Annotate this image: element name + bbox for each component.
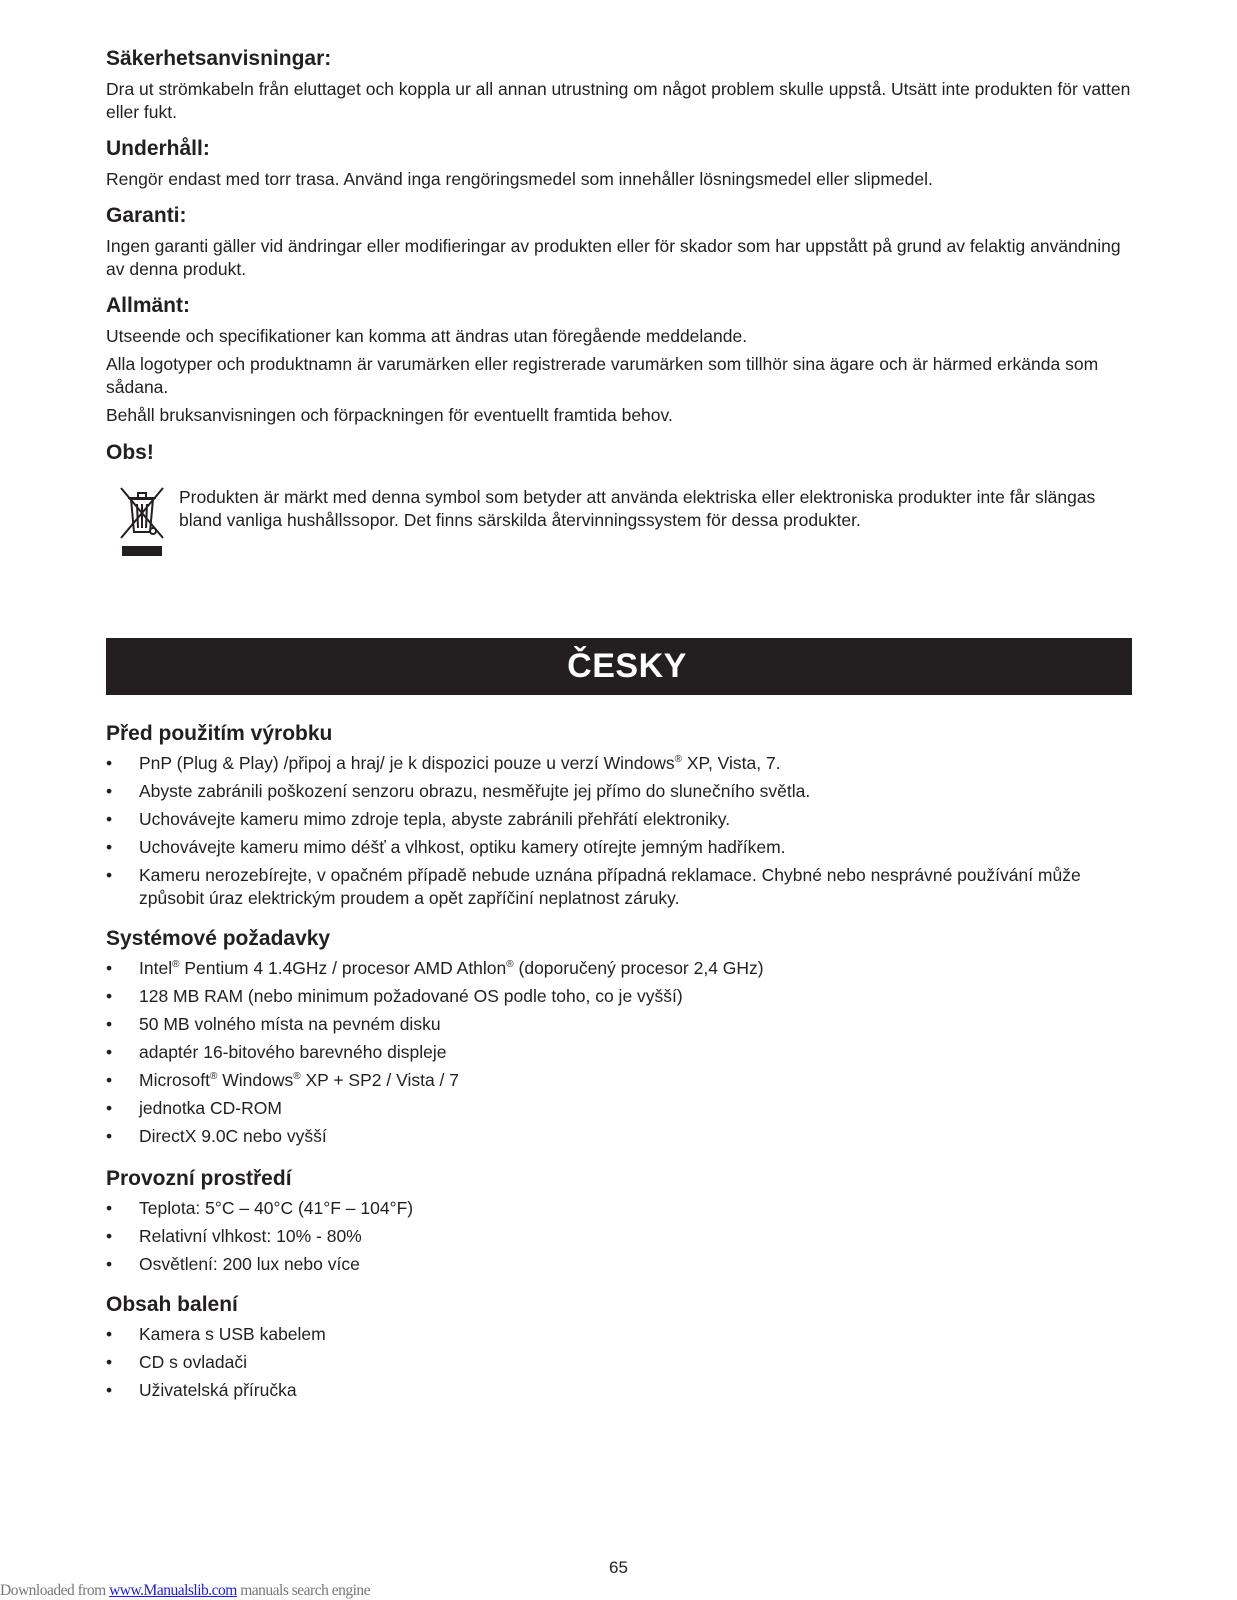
text-maintenance: Rengör endast med torr trasa. Använd inga rengöringsmedel som innehåller lösningsmedel eller slipmedel. (106, 169, 933, 189)
list-item: • Relativní vlhkost: 10% - 80% (106, 1225, 1132, 1248)
text-general-2: Alla logotyper och produktnamn är varumärken eller registrerade varumärken som tillhör sina ägare och är härmed erkända som sådana. (106, 354, 1099, 397)
list-package (106, 1323, 1132, 1402)
section-general (106, 293, 1132, 427)
page-number: 65 (609, 1558, 628, 1577)
section-safety (106, 46, 1132, 124)
heading-warranty: Garanti: (106, 204, 187, 227)
download-footer (0, 1582, 600, 1600)
text-safety: Dra ut strömkabeln från eluttaget och koppla ur all annan utrustning om något problem skulle uppstå. Utsätt inte produkten för vatten eller fukt. (106, 79, 1131, 122)
list-item: • Uživatelská příručka (106, 1379, 1132, 1402)
section-requirements (106, 926, 1132, 1153)
section-warranty (106, 203, 1132, 281)
text-general-1: Utseende och specifikationer kan komma att ändras utan föregående meddelande. (106, 326, 748, 346)
section-package (106, 1292, 1132, 1407)
language-banner (106, 638, 1132, 695)
heading-safety: Säkerhetsanvisningar: (106, 47, 332, 70)
list-before-use (106, 752, 1132, 910)
text-general-3: Behåll bruksanvisningen och förpackningen för eventuellt framtida behov. (106, 405, 673, 425)
list-environment (106, 1197, 1132, 1276)
text-obs: Produkten är märkt med denna symbol som betyder att använda elektriska eller elektroniska produkter inte får slängas bland vanliga hushållssopor. Det finns särskilda återvinningssystem för dessa produkter. (179, 487, 1096, 530)
section-maintenance (106, 136, 1132, 191)
weee-crossed-bin-icon (118, 486, 166, 562)
heading-general: Allmänt: (106, 294, 190, 317)
section-obs-heading (106, 440, 1132, 466)
list-item: • Teplota: 5°C – 40°C (41°F – 104°F) (106, 1197, 1132, 1220)
heading-package: Obsah balení (106, 1293, 238, 1316)
list-item: • Osvětlení: 200 lux nebo více (106, 1253, 1132, 1276)
section-before-use (106, 721, 1132, 915)
list-item: • Kamera s USB kabelem (106, 1323, 1132, 1346)
list-item: • Abyste zabránili poškození senzoru obrazu, nesměřujte jej přímo do slunečního světla. (106, 780, 1132, 803)
heading-environment: Provozní prostředí (106, 1167, 292, 1190)
list-item: • 128 MB RAM (nebo minimum požadované OS podle toho, co je vyšší) (106, 985, 1132, 1008)
list-item: • Uchovávejte kameru mimo déšť a vlhkost, optiku kamery otírejte jemným hadříkem. (106, 836, 1132, 859)
list-item: • jednotka CD-ROM (106, 1097, 1132, 1120)
heading-obs: Obs! (106, 441, 154, 464)
list-item: • CD s ovladači (106, 1351, 1132, 1374)
footer-suffix: manuals search engine (236, 1582, 371, 1599)
footer-prefix: Downloaded from (0, 1582, 110, 1599)
text-warranty: Ingen garanti gäller vid ändringar eller modifieringar av produkten eller för skador som har uppstått på grund av felaktig användning av denna produkt. (106, 236, 1121, 279)
section-environment (106, 1166, 1132, 1281)
list-item: • DirectX 9.0C nebo vyšší (106, 1125, 1132, 1148)
list-item: • PnP (Plug & Play) /připoj a hraj/ je k dispozici pouze u verzí Windows® XP, Vista, 7. (106, 752, 1132, 775)
manualslib-link[interactable]: www.Manualslib.com (109, 1582, 237, 1599)
list-item: • 50 MB volného místa na pevném disku (106, 1013, 1132, 1036)
heading-maintenance: Underhåll: (106, 137, 210, 160)
list-requirements (106, 957, 1132, 1148)
language-banner-title: ČESKY (567, 647, 687, 685)
heading-before-use: Před použitím výrobku (106, 722, 333, 745)
heading-requirements: Systémové požadavky (106, 927, 331, 950)
list-item: • Intel® Pentium 4 1.4GHz / procesor AMD Athlon® (doporučený procesor 2,4 GHz) (106, 957, 1132, 980)
list-item: • Microsoft® Windows® XP + SP2 / Vista / 7 (106, 1069, 1132, 1092)
list-item: • Kameru nerozebírejte, v opačném případě nebude uznána případná reklamace. Chybné nebo nesprávné používání může způsobit úraz elektrickým proudem a opět zapříčiní neplatnost záruky. (106, 864, 1132, 910)
list-item: • adaptér 16-bitového barevného displeje (106, 1041, 1132, 1064)
list-item: • Uchovávejte kameru mimo zdroje tepla, abyste zabránili přehřátí elektroniky. (106, 808, 1132, 831)
